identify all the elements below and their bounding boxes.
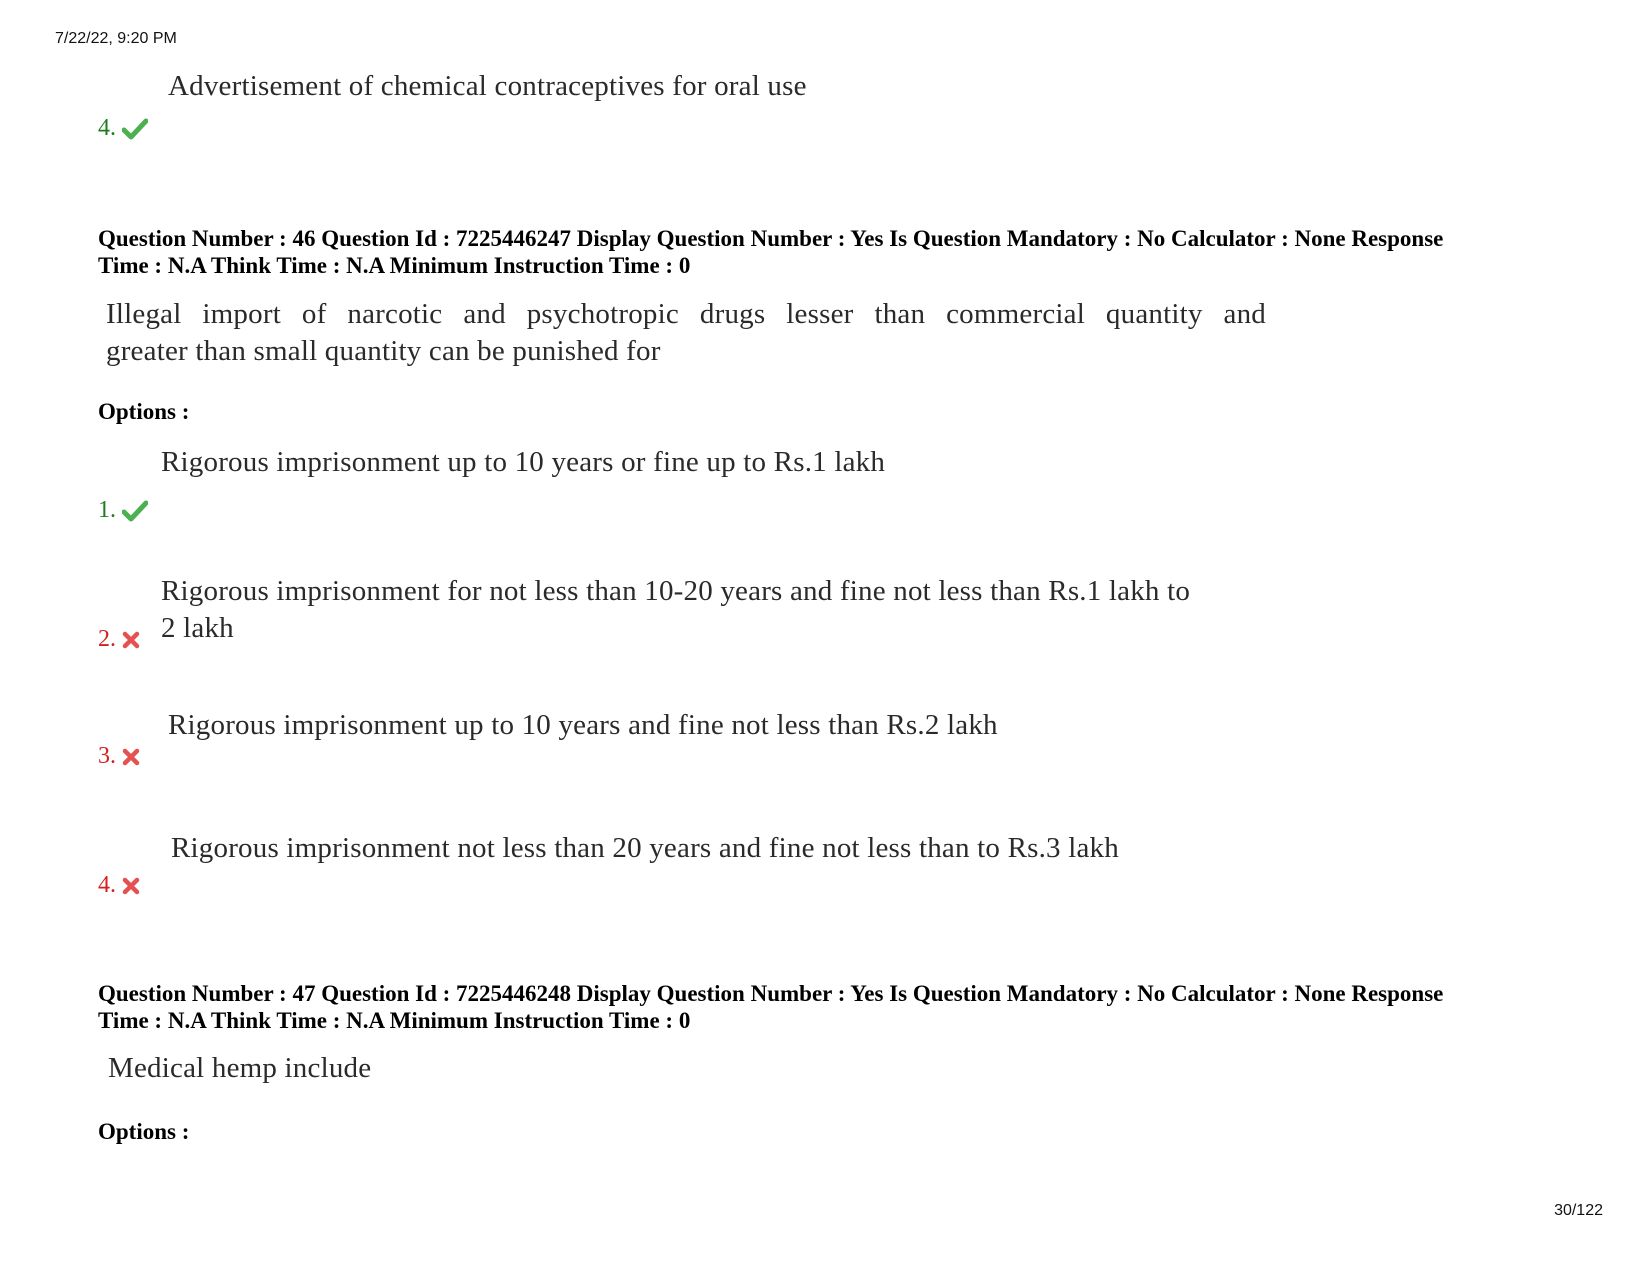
question-46-text: [106, 296, 1266, 370]
option-4-number: 4.: [98, 872, 116, 898]
question-47-text: Medical hemp include: [108, 1052, 372, 1084]
question-47-meta-line2: Time : N.A Think Time : N.A Minimum Instruction Time : 0: [98, 1008, 691, 1033]
prev-option-4-text: Advertisement of chemical contraceptives for oral use: [168, 70, 807, 102]
option-4-text: Rigorous imprisonment not less than 20 years and fine not less than to Rs.3 lakh: [171, 832, 1119, 864]
print-timestamp: 7/22/22, 9:20 PM: [55, 30, 177, 47]
option-2-text: [161, 573, 1190, 647]
option-2-text-line2: 2 lakh: [161, 612, 234, 644]
cross-icon: [122, 877, 140, 895]
option-2-number-row: [98, 626, 140, 653]
option-1-number: 1.: [98, 497, 116, 523]
question-46-meta-line1: Question Number : 46 Question Id : 7225446247 Display Question Number : Yes Is Question Mandatory : No Calculator : None Response: [98, 226, 1444, 251]
question-46-text-line2: greater than small quantity can be punished for: [106, 335, 661, 367]
option-3-text: Rigorous imprisonment up to 10 years and fine not less than Rs.2 lakh: [168, 709, 998, 741]
question-46-options-label: Options :: [98, 399, 190, 424]
option-1-text: Rigorous imprisonment up to 10 years or fine up to Rs.1 lakh: [161, 446, 886, 478]
question-46-text-line1: Illegal import of narcotic and psychotropic drugs lesser than commercial quantity and: [106, 298, 1266, 330]
option-2-text-line1: Rigorous imprisonment for not less than 10-20 years and fine not less than Rs.1 lakh to: [161, 575, 1191, 607]
option-3-number: 3.: [98, 743, 116, 769]
option-1-number-row: [98, 497, 148, 524]
page-number: 30/122: [1554, 1202, 1603, 1219]
cross-icon: [122, 631, 140, 649]
question-47-options-label: Options :: [98, 1119, 190, 1144]
prev-option-4-number-row: [98, 115, 148, 142]
question-47-meta: [98, 980, 1578, 1034]
option-4-number-row: [98, 872, 140, 899]
check-icon: [122, 118, 148, 140]
cross-icon: [122, 748, 140, 766]
question-47-meta-line1: Question Number : 47 Question Id : 7225446248 Display Question Number : Yes Is Question Mandatory : No Calculator : None Response: [98, 981, 1444, 1006]
prev-option-4-number: 4.: [98, 115, 116, 141]
option-3-number-row: [98, 743, 140, 770]
question-46-meta-line2: Time : N.A Think Time : N.A Minimum Instruction Time : 0: [98, 253, 691, 278]
option-2-number: 2.: [98, 626, 116, 652]
check-icon: [122, 500, 148, 522]
question-46-meta: [98, 225, 1578, 279]
